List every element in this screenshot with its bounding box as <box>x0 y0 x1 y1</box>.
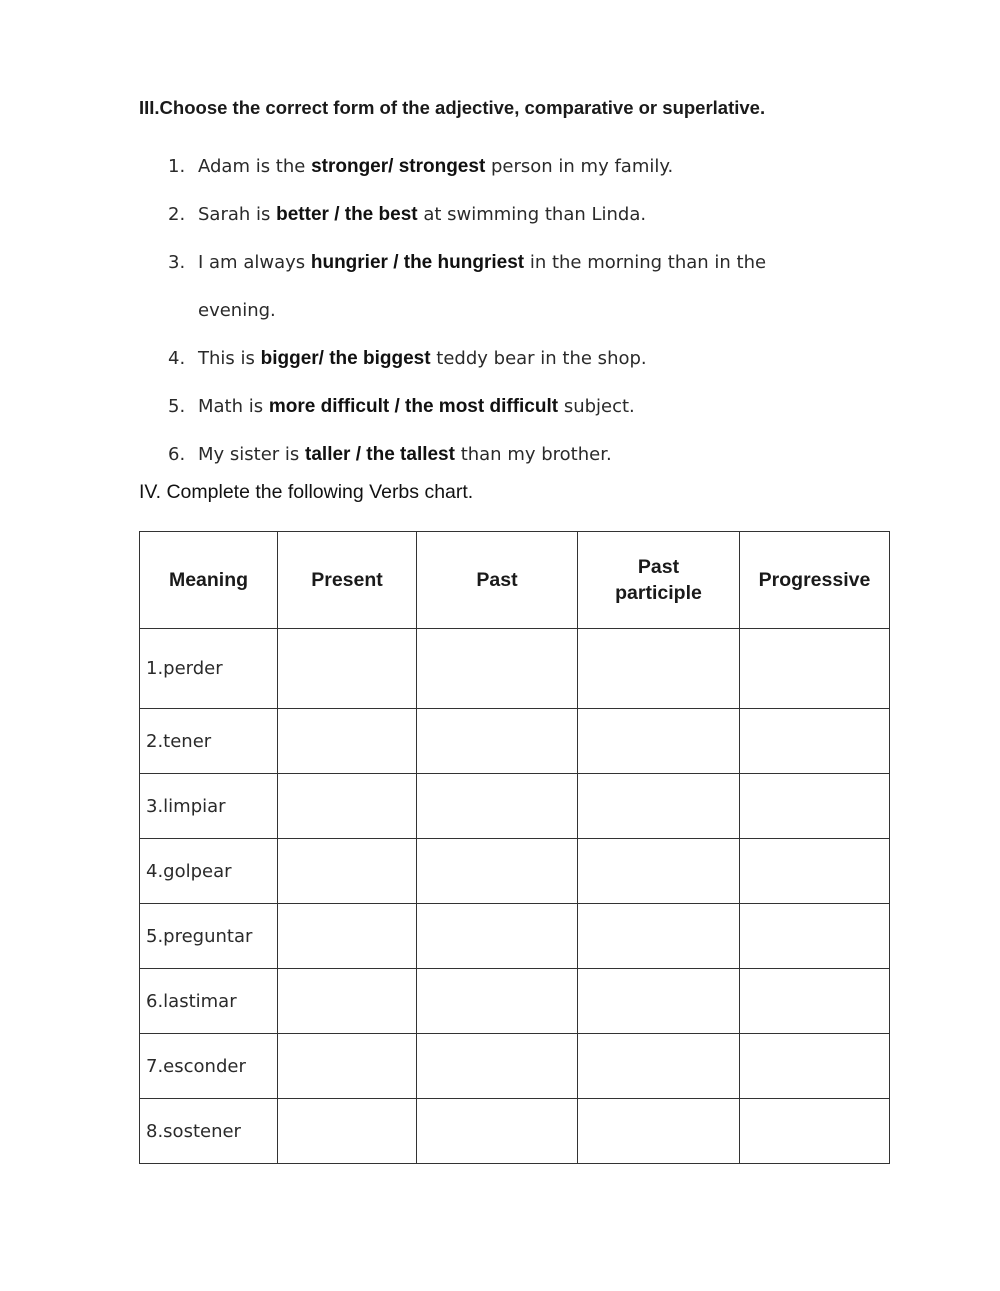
table-row <box>140 629 890 709</box>
progressive-cell[interactable] <box>740 969 890 1034</box>
question-options: taller / the tallest <box>305 444 455 465</box>
past-cell[interactable] <box>417 629 578 709</box>
question-text: teddy bear in the shop. <box>430 348 647 369</box>
verb-meaning: 4.golpear <box>140 839 278 904</box>
table-row <box>140 969 890 1034</box>
past-cell[interactable] <box>417 839 578 904</box>
past-cell[interactable] <box>417 774 578 839</box>
question-options: better / the best <box>276 204 418 225</box>
question-options: bigger/ the biggest <box>260 348 431 369</box>
present-cell[interactable] <box>278 629 417 709</box>
question-number: 5. <box>168 396 186 417</box>
table-row <box>140 709 890 774</box>
table-row <box>140 1099 890 1164</box>
header-meaning: Meaning <box>140 532 278 629</box>
present-cell[interactable] <box>278 969 417 1034</box>
question-text: This is <box>198 348 261 369</box>
question-list <box>168 143 848 479</box>
table-row <box>140 1034 890 1099</box>
verb-meaning: 2.tener <box>140 709 278 774</box>
past-participle-cell[interactable] <box>578 904 740 969</box>
question-text: Sarah is <box>198 204 277 225</box>
progressive-cell[interactable] <box>740 629 890 709</box>
progressive-cell[interactable] <box>740 1099 890 1164</box>
question-number: 1. <box>168 156 186 177</box>
question-item <box>168 239 848 335</box>
present-cell[interactable] <box>278 904 417 969</box>
question-text: Math is <box>198 396 269 417</box>
present-cell[interactable] <box>278 1034 417 1099</box>
past-participle-cell[interactable] <box>578 839 740 904</box>
present-cell[interactable] <box>278 839 417 904</box>
progressive-cell[interactable] <box>740 1034 890 1099</box>
past-participle-cell[interactable] <box>578 709 740 774</box>
question-item <box>168 143 848 191</box>
past-cell[interactable] <box>417 1034 578 1099</box>
question-item <box>168 431 848 479</box>
past-participle-cell[interactable] <box>578 774 740 839</box>
question-text: at swimming than Linda. <box>417 204 647 225</box>
past-cell[interactable] <box>417 904 578 969</box>
question-options: hungrier / the hungriest <box>310 252 525 273</box>
progressive-cell[interactable] <box>740 709 890 774</box>
header-past: Past <box>417 532 578 629</box>
table-row <box>140 839 890 904</box>
verb-meaning: 8.sostener <box>140 1099 278 1164</box>
question-text: I am always <box>198 252 311 273</box>
question-number: 4. <box>168 348 186 369</box>
verb-meaning: 3.limpiar <box>140 774 278 839</box>
header-present: Present <box>278 532 417 629</box>
question-text: subject. <box>558 396 635 417</box>
table-row <box>140 904 890 969</box>
question-text: person in my family. <box>485 156 674 177</box>
past-participle-cell[interactable] <box>578 969 740 1034</box>
past-cell[interactable] <box>417 709 578 774</box>
question-item <box>168 383 848 431</box>
section-4-title: IV. Complete the following Verbs chart. <box>139 481 474 503</box>
past-participle-cell[interactable] <box>578 1099 740 1164</box>
verb-meaning: 1.perder <box>140 629 278 709</box>
progressive-cell[interactable] <box>740 839 890 904</box>
present-cell[interactable] <box>278 1099 417 1164</box>
past-participle-cell[interactable] <box>578 629 740 709</box>
question-item <box>168 335 848 383</box>
section-3-title: III.Choose the correct form of the adjective, comparative or superlative. <box>139 97 766 118</box>
question-options: more difficult / the most difficult <box>268 396 559 417</box>
question-text: Adam is the <box>198 156 312 177</box>
verbs-chart <box>139 531 890 1164</box>
question-number: 6. <box>168 444 186 465</box>
progressive-cell[interactable] <box>740 774 890 839</box>
question-number: 3. <box>168 252 186 273</box>
verb-meaning: 6.lastimar <box>140 969 278 1034</box>
table-row <box>140 774 890 839</box>
question-options: stronger/ strongest <box>311 156 486 177</box>
past-cell[interactable] <box>417 1099 578 1164</box>
past-cell[interactable] <box>417 969 578 1034</box>
question-text: than my brother. <box>454 444 612 465</box>
question-number: 2. <box>168 204 186 225</box>
present-cell[interactable] <box>278 774 417 839</box>
past-participle-cell[interactable] <box>578 1034 740 1099</box>
verb-meaning: 7.esconder <box>140 1034 278 1099</box>
question-text: in the morning than in the evening. <box>198 252 767 321</box>
header-progressive: Progressive <box>740 532 890 629</box>
verb-meaning: 5.preguntar <box>140 904 278 969</box>
progressive-cell[interactable] <box>740 904 890 969</box>
present-cell[interactable] <box>278 709 417 774</box>
header-past-participle: Past participle <box>578 532 740 629</box>
question-item <box>168 191 848 239</box>
question-text: My sister is <box>198 444 306 465</box>
